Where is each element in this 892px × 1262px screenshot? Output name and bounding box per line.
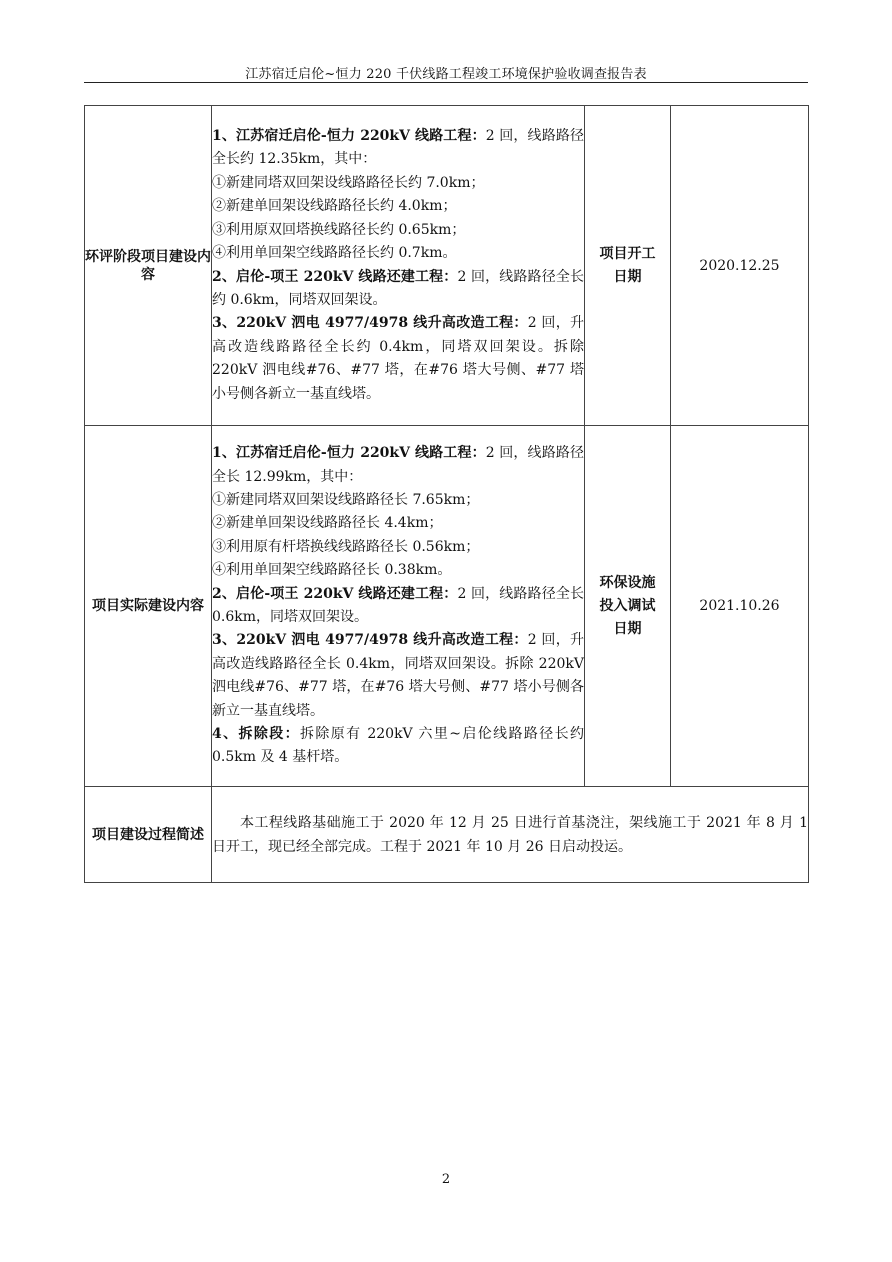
actual-item-4: ④利用单回架空线路路径长 0.38km。 <box>212 562 452 579</box>
actual-section-2-body: 2 回，线路路径全长 0.6km，同塔双回架设。 <box>212 585 584 625</box>
eia-item-3: ③利用原双回塔换线路径长约 0.65km； <box>212 221 466 238</box>
eia-item-1: ①新建同塔双回架设线路路径长约 7.0km； <box>212 174 485 191</box>
eia-item-4: ④利用单回架空线路路径长约 0.7km。 <box>212 245 457 262</box>
actual-section-2 <box>212 583 584 630</box>
eia-section-1-body: 2 回，线路路径全长约 12.35km，其中： <box>212 128 584 168</box>
actual-section-3 <box>212 629 584 723</box>
summary-row <box>85 787 809 883</box>
report-table <box>84 105 809 883</box>
header-rule <box>84 82 808 83</box>
actual-item-3: ③利用原有杆塔换线线路路径长 0.56km； <box>212 538 480 555</box>
eia-row <box>85 106 809 426</box>
commissioning-date-value: 2021.10.26 <box>671 426 809 787</box>
actual-section-4-body: 拆除原有 220kV 六里~启伦线路路径长约 0.5km 及 4 基杆塔。 <box>212 726 584 766</box>
start-date-label: 项目开工日期 <box>585 106 671 426</box>
page-number: 2 <box>441 1172 451 1187</box>
actual-section-1-body: 2 回，线路路径全长 12.99km，其中： <box>212 445 584 485</box>
document-header-title: 江苏宿迁启伦~恒力 220 千伏线路工程竣工环境保护验收调查报告表 <box>245 67 647 82</box>
actual-section-4-head: 4、拆除段： <box>212 726 301 743</box>
actual-section-2-head: 2、启伦-项王 220kV 线路还建工程： <box>212 585 458 602</box>
summary-text: 本工程线路基础施工于 2020 年 12 月 25 日进行首基浇注，架线施工于 2021 年 8 月 1 日开工，现已经全部完成。工程于 2021 年 10 月 26 日启动投运。 <box>212 787 809 883</box>
eia-section-3-head: 3、220kV 泗电 4977/4978 线升高改造工程： <box>212 315 528 332</box>
eia-section-1 <box>212 125 584 172</box>
commissioning-date-label: 环保设施投入调试日期 <box>585 426 671 787</box>
eia-section-3-body: 2 回，升高改造线路路径全长约 0.4km，同塔双回架设。拆除 220kV 泗电线#76、#77 塔，在#76 塔大号侧、#77 塔小号侧各新立一基直线塔。 <box>212 315 584 402</box>
eia-content <box>212 106 585 426</box>
eia-section-2 <box>212 266 584 313</box>
actual-section-3-head: 3、220kV 泗电 4977/4978 线升高改造工程： <box>212 632 528 649</box>
eia-item-2: ②新建单回架设线路路径长约 4.0km； <box>212 198 457 215</box>
actual-section-1 <box>212 442 584 489</box>
eia-section-2-body: 2 回，线路路径全长约 0.6km，同塔双回架设。 <box>212 268 584 308</box>
actual-row <box>85 426 809 787</box>
eia-section-3 <box>212 312 584 406</box>
actual-section-1-head: 1、江苏宿迁启伦-恒力 220kV 线路工程： <box>212 445 486 462</box>
eia-section-2-head: 2、启伦-项王 220kV 线路还建工程： <box>212 268 458 285</box>
eia-section-1-head: 1、江苏宿迁启伦-恒力 220kV 线路工程： <box>212 128 486 145</box>
eia-label: 环评阶段项目建设内容 <box>85 106 212 426</box>
actual-item-1: ①新建同塔双回架设线路路径长 7.65km； <box>212 491 480 508</box>
actual-section-4 <box>212 723 584 770</box>
actual-content <box>212 426 585 787</box>
actual-label: 项目实际建设内容 <box>85 426 212 787</box>
summary-label: 项目建设过程简述 <box>85 787 212 883</box>
start-date-value: 2020.12.25 <box>671 106 809 426</box>
actual-section-3-body: 2 回，升高改造线路路径全长 0.4km，同塔双回架设。拆除 220kV 泗电线#76、#77 塔，在#76 塔大号侧、#77 塔小号侧各新立一基直线塔。 <box>212 632 584 719</box>
actual-item-2: ②新建单回架设线路路径长 4.4km； <box>212 515 443 532</box>
